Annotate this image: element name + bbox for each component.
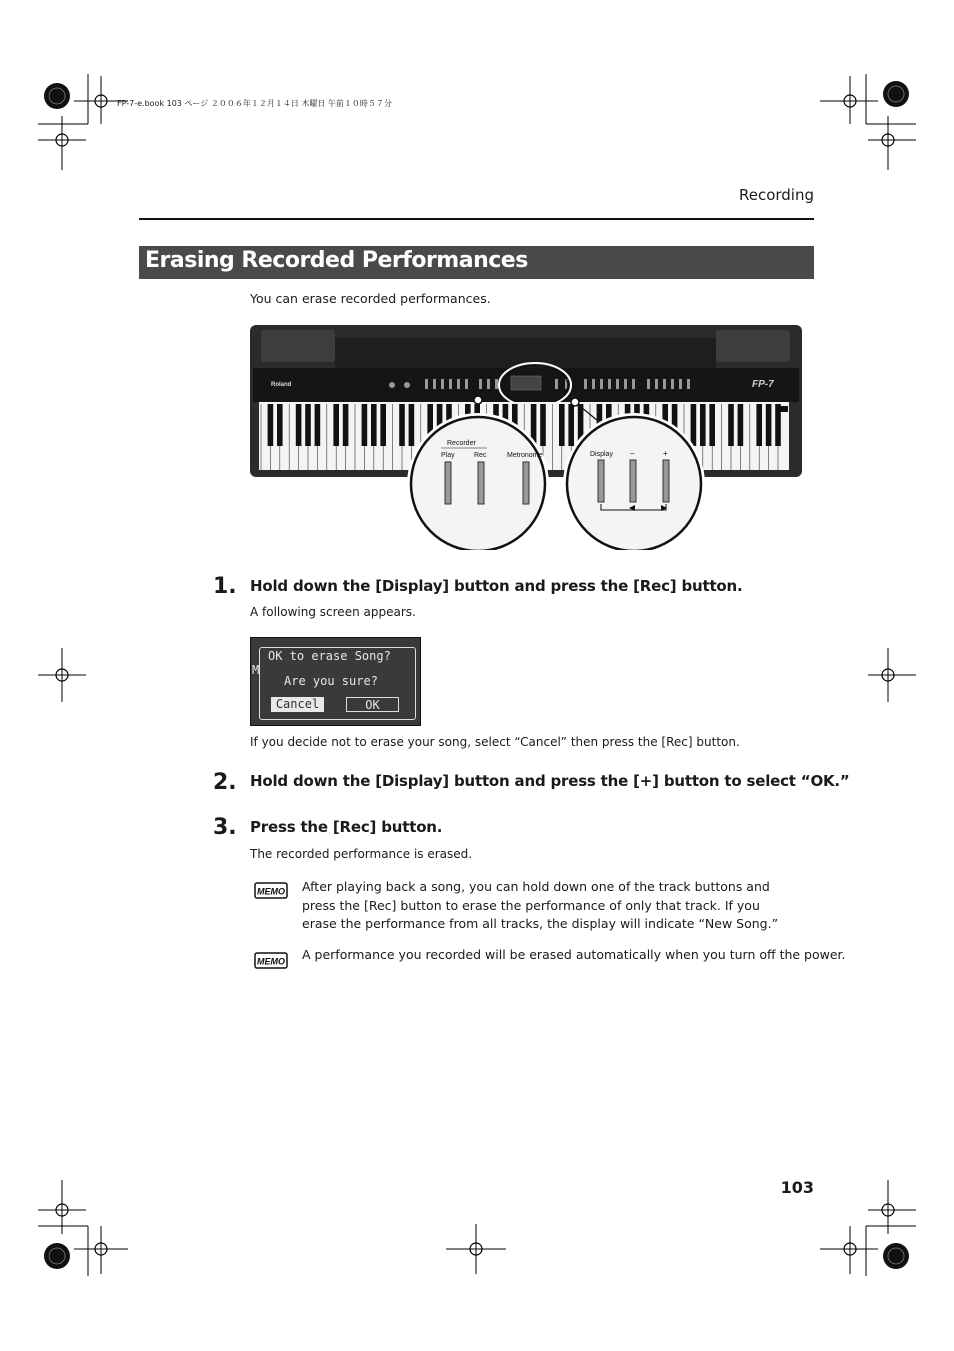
lcd-line-1: OK to erase Song? [268,649,391,663]
step-3-note: The recorded performance is erased. [250,847,473,861]
display-button-label: Display [590,451,613,458]
step-2-number: 2. [213,770,237,795]
print-header: FP-7-e.book 103 ページ ２００６年１２月１４日 木曜日 午前１０時５７分 [117,99,392,108]
svg-text:MEMO: MEMO [257,886,285,897]
header-rule [139,218,814,220]
section-name: Recording [738,186,814,204]
callout-display [563,413,705,550]
rec-button-label: Rec [474,452,487,459]
keyboard-figure [249,324,805,550]
title-bar [139,246,814,279]
page-number: 103 [780,1178,814,1197]
lcd-ok-option: OK [346,697,399,712]
step-1-text: Hold down the [Display] button and press the [Rec] button. [250,577,743,595]
step-1-note: A following screen appears. [250,605,416,619]
step-3-number: 3. [213,815,237,840]
step-1-number: 1. [213,574,237,599]
step-2-text: Hold down the [Display] button and press the [+] button to select “OK.” [250,772,850,790]
step-3-text: Press the [Rec] button. [250,818,443,836]
plus-button-label: + [663,449,668,458]
memo-icon [254,952,288,973]
lcd-line-2: Are you sure? [284,674,378,688]
play-button-label: Play [441,452,455,459]
intro-text: You can erase recorded performances. [250,291,491,306]
lcd-screen [250,637,421,726]
cancel-note: If you decide not to erase your song, select “Cancel” then press the [Rec] button. [250,735,740,749]
memo-2-text: A performance you recorded will be erased automatically when you turn off the power. [302,947,846,962]
metronome-button-label: Metronome [507,452,543,459]
callout-recorder [407,413,549,550]
minus-button-label: – [630,449,635,458]
brand-label: Roland [271,382,292,388]
page-title: Erasing Recorded Performances [145,248,528,273]
lcd-edge-char: M [252,663,260,677]
svg-text:MEMO: MEMO [257,956,285,967]
recorder-group-label: Recorder [447,440,476,447]
model-label: FP-7 [752,379,774,390]
memo-icon [254,882,288,903]
lcd-cancel-option: Cancel [271,697,324,712]
memo-1-text: After playing back a song, you can hold down one of the track buttons and press the [Rec] button to erase the performance of only that track. If you erase the performance from all tracks, the display will indicate “New Song.” [302,879,779,931]
